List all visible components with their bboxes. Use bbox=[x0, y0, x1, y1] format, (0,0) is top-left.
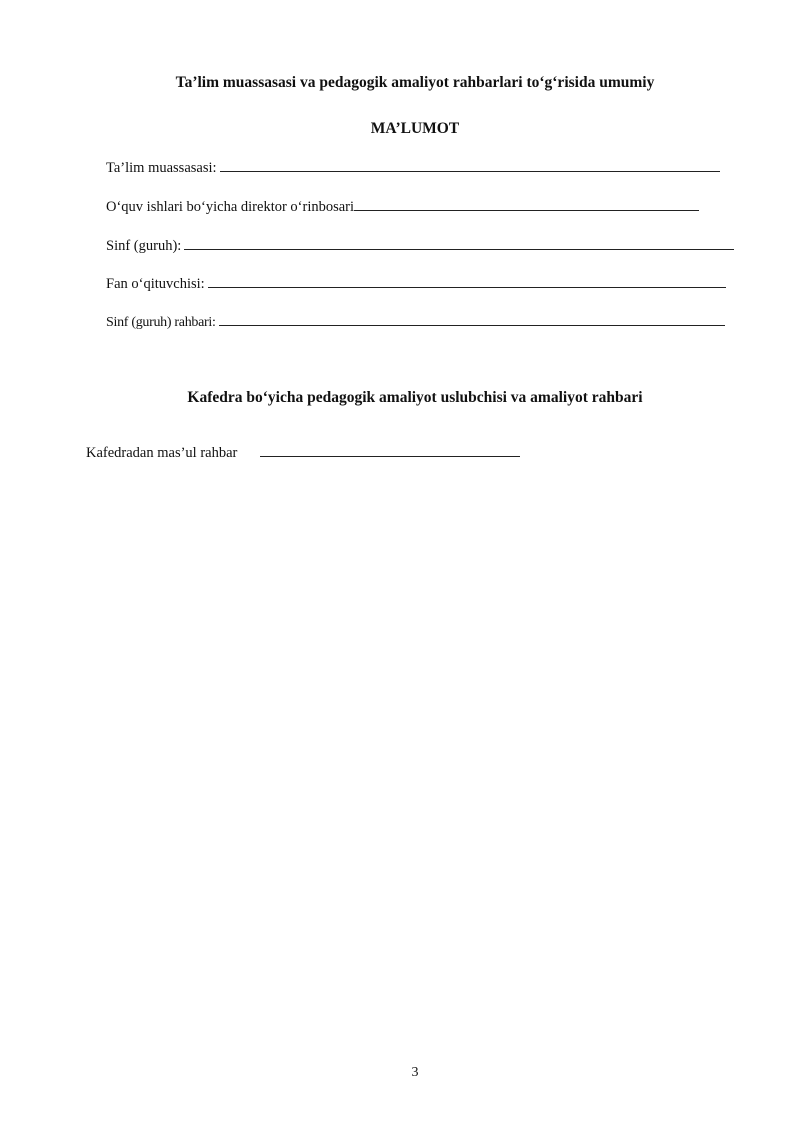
fill-in-line bbox=[220, 170, 720, 172]
document-title: Ta’lim muassasasi va pedagogik amaliyot rahbarlari to‘g‘risida umumiy bbox=[175, 74, 655, 91]
section-title: Kafedra bo‘yicha pedagogik amaliyot uslubchisi va amaliyot rahbari bbox=[187, 389, 643, 406]
form-field-deputy-director bbox=[106, 199, 699, 216]
fill-in-line bbox=[260, 455, 520, 457]
field-label: Sinf (guruh): bbox=[106, 238, 182, 254]
form-field-institution bbox=[106, 160, 720, 177]
field-label: Kafedradan mas’ul rahbar bbox=[86, 445, 238, 461]
field-label: Ta’lim muassasasi: bbox=[106, 160, 217, 176]
form-field-subject-teacher bbox=[106, 276, 726, 293]
field-label: O‘quv ishlari bo‘yicha direktor o‘rinbosari bbox=[106, 199, 355, 215]
form-field-class-group bbox=[106, 238, 734, 255]
field-label: Fan o‘qituvchisi: bbox=[106, 276, 205, 292]
field-label: Sinf (guruh) rahbari: bbox=[106, 315, 216, 330]
document-subtitle: MA’LUMOT bbox=[370, 120, 460, 137]
fill-in-line bbox=[208, 286, 726, 288]
fill-in-line bbox=[354, 209, 699, 211]
form-field-class-supervisor bbox=[106, 315, 725, 331]
fill-in-line bbox=[184, 248, 734, 250]
page-number: 3 bbox=[411, 1065, 419, 1080]
form-field-department-head bbox=[86, 445, 520, 462]
fill-in-line bbox=[219, 324, 725, 326]
